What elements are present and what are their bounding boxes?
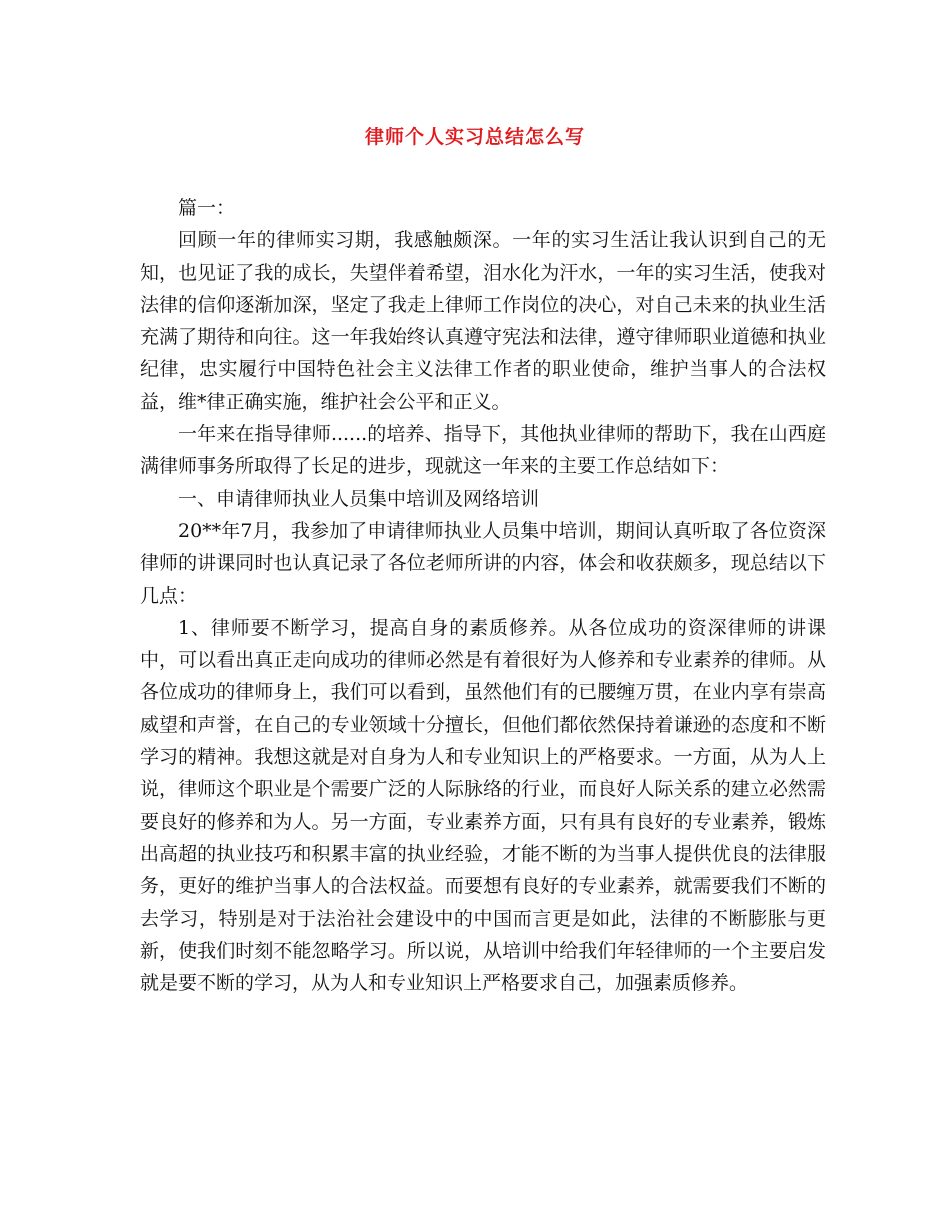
document-body [140,192,826,999]
paragraph-section-label: 篇一： [178,197,236,219]
paragraph-training-intro: 20**年7月，我参加了申请律师执业人员集中培训，期间认真听取了各位资深律师的讲课同时也认真记录了各位老师所讲的内容，体会和收获颇多，现总结以下几点： [140,519,826,607]
paragraph-heading-training: 一、申请律师执业人员集中培训及网络培训 [178,487,540,510]
paragraph-review: 回顾一年的律师实习期，我感触颇深。一年的实习生活让我认识到自己的无知，也见证了我的成长，失望伴着希望，泪水化为汗水，一年的实习生活，使我对法律的信仰逐渐加深，坚定了我走上律师工作岗位的决心，对自己未来的执业生活充满了期待和向往。这一年我始终认真遵守宪法和法律，遵守律师职业道德和执业纪律，忠实履行中国特色社会主义法律工作者的职业使命，维护当事人的合法权益，维*律正确实施，维护社会公平和正义。 [140,229,826,413]
paragraph-progress: 一年来在指导律师......的培养、指导下，其他执业律师的帮助下，我在山西庭满律师事务所取得了长足的进步，现就这一年来的主要工作总结如下： [140,423,826,478]
document-title: 律师个人实习总结怎么写 [364,126,585,148]
paragraph-point-one: 1、律师要不断学习，提高自身的素质修养。从各位成功的资深律师的讲课中，可以看出真正走向成功的律师必然是有着很好为人修养和专业素养的律师。从各位成功的律师身上，我们可以看到，虽然他们有的已腰缠万贯，在业内享有崇高威望和声誉，在自己的专业领域十分擅长，但他们都依然保持着谦逊的态度和不断学习的精神。我想这就是对自身为人和专业知识上的严格要求。一方面，从为人上说，律师这个职业是个需要广泛的人际脉络的行业，而良好人际关系的建立必然需要良好的修养和为人。另一方面，专业素养方面，只有具有良好的专业素养，锻炼出高超的执业技巧和积累丰富的执业经验，才能不断的为当事人提供优良的法律服务，更好的维护当事人的合法权益。而要想有良好的专业素养，就需要我们不断的去学习，特别是对于法治社会建设中的中国而言更是如此，法律的不断膨胀与更新，使我们时刻不能忽略学习。所以说，从培训中给我们年轻律师的一个主要启发就是要不断的学习，从为人和专业知识上严格要求自己，加强素质修养。 [140,616,826,995]
